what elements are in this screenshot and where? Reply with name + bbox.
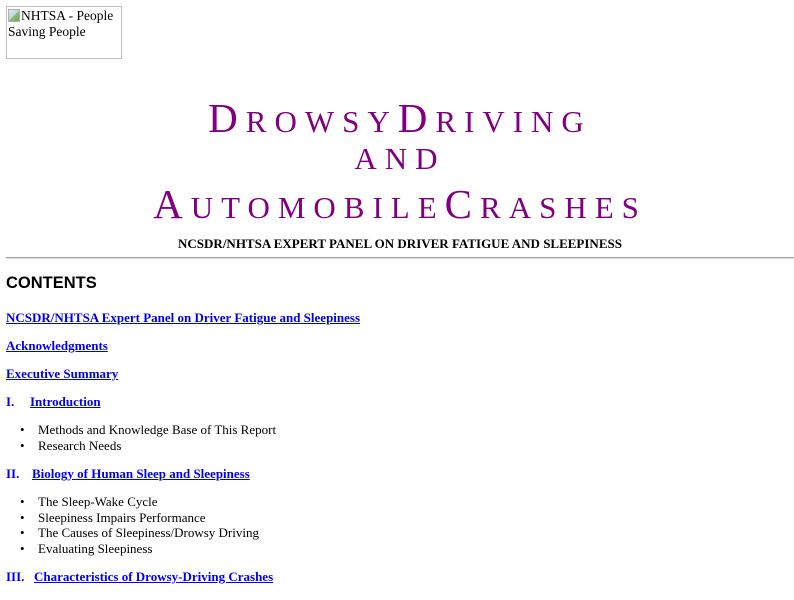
title-letters: RASHES <box>480 190 647 225</box>
list-item <box>6 510 259 526</box>
list-item <box>6 438 276 454</box>
toc-link-label: Introduction <box>30 394 101 409</box>
list-item-text: The Causes of Sleepiness/Drowsy Driving <box>38 525 259 541</box>
contents-heading: CONTENTS <box>6 274 97 292</box>
toc-link-label: Characteristics of Drowsy-Driving Crashes <box>34 569 274 584</box>
page-subtitle: NCSDR/NHTSA EXPERT PANEL ON DRIVER FATIGUE AND SLEEPINESS <box>178 236 622 251</box>
section-number: II. <box>6 466 20 481</box>
toc-link-executive-summary[interactable] <box>6 366 118 382</box>
toc-link-label: Executive Summary <box>6 366 119 381</box>
biology-subsections <box>6 494 259 557</box>
toc-link-characteristics[interactable] <box>6 569 273 585</box>
nhtsa-logo-image[interactable] <box>6 6 122 59</box>
toc-link-expert-panel[interactable] <box>6 310 360 326</box>
list-item-text: Research Needs <box>38 437 122 453</box>
toc-link-label: Acknowledgments <box>6 338 108 353</box>
bullet-icon: • <box>20 509 25 525</box>
toc-link-introduction[interactable] <box>6 394 101 410</box>
title-line-automobile-crashes <box>0 180 794 227</box>
toc-link-label: Biology of Human Sleep and Sleepiness <box>32 466 250 481</box>
list-item <box>6 541 259 557</box>
title-letters: UTOMOBILE <box>190 190 445 225</box>
toc-link-acknowledgments[interactable] <box>6 338 108 354</box>
list-item-text: Methods and Knowledge Base of This Report <box>38 422 277 437</box>
list-item <box>6 494 259 510</box>
list-item-text: Evaluating Sleepiness <box>38 541 153 557</box>
list-item <box>6 525 259 541</box>
title-letters: RIVING <box>435 104 592 139</box>
title-line-and <box>0 136 794 180</box>
title-letters: ROWSY <box>245 104 398 139</box>
title-letter: C <box>444 181 481 227</box>
bullet-icon: • <box>20 422 25 437</box>
toc-link-biology[interactable] <box>6 466 250 482</box>
broken-image-icon <box>8 9 20 22</box>
horizontal-divider <box>6 257 794 259</box>
toc-link-label: NCSDR/NHTSA Expert Panel on Driver Fatigue and Sleepiness <box>6 310 361 325</box>
section-number: I. <box>6 394 15 409</box>
list-item <box>6 422 276 438</box>
list-item-text: The Sleep-Wake Cycle <box>38 494 158 509</box>
page-title <box>0 95 794 227</box>
section-number: III. <box>6 569 25 584</box>
bullet-icon: • <box>20 525 25 541</box>
introduction-subsections <box>6 422 276 453</box>
title-line-drowsy-driving <box>0 95 794 141</box>
logo-alt-text: NHTSA - People Saving People <box>8 8 114 39</box>
bullet-icon: • <box>20 541 25 557</box>
title-letter: A <box>153 181 191 227</box>
title-letter: D <box>397 95 436 141</box>
bullet-icon: • <box>20 494 25 509</box>
title-letters: AND <box>354 141 446 176</box>
title-letter: D <box>208 95 246 141</box>
bullet-icon: • <box>20 437 25 453</box>
list-item-text: Sleepiness Impairs Performance <box>38 509 206 525</box>
